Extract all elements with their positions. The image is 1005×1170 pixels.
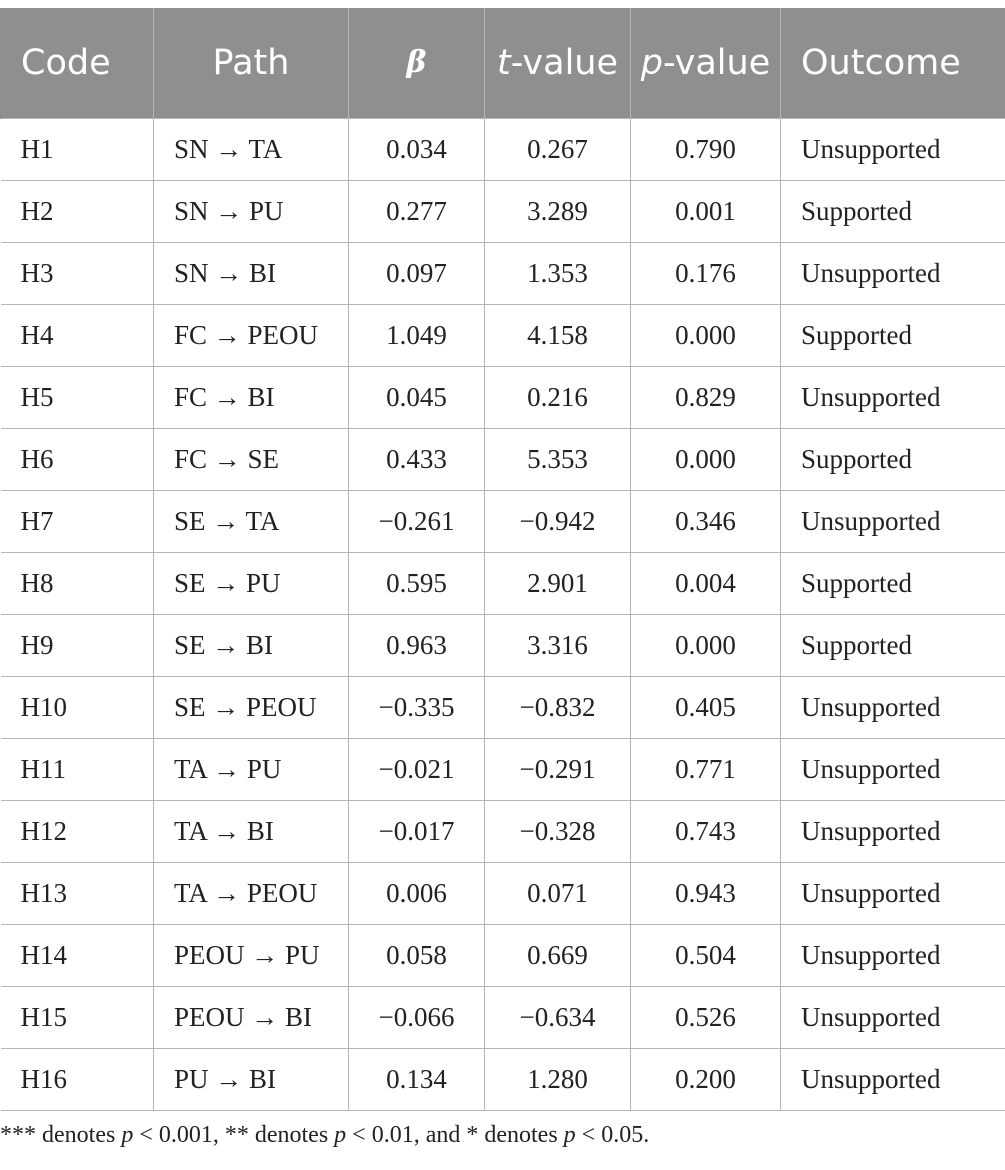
cell-code: H6 [1,428,154,490]
cell-beta: −0.066 [349,986,485,1048]
cell-p-value: 0.001 [631,180,781,242]
cell-beta: 0.034 [349,118,485,180]
cell-beta: 0.006 [349,862,485,924]
header-t-suffix: -value [510,42,619,83]
cell-code: H1 [1,118,154,180]
cell-code: H8 [1,552,154,614]
cell-p-value: 0.346 [631,490,781,552]
results-table [0,8,1005,1111]
table-row [1,552,1005,614]
cell-outcome: Supported [781,552,1005,614]
table-row [1,1048,1005,1110]
cell-path: FC → SE [154,428,349,490]
cell-p-value: 0.526 [631,986,781,1048]
cell-beta: −0.335 [349,676,485,738]
footnote-p-1: p [121,1122,134,1148]
table-row [1,304,1005,366]
cell-t-value: 0.071 [485,862,631,924]
footnote-text-2: < 0.001, ** denotes [133,1122,335,1148]
cell-path: SN → PU [154,180,349,242]
cell-t-value: −0.328 [485,800,631,862]
cell-t-value: −0.942 [485,490,631,552]
cell-beta: 0.595 [349,552,485,614]
cell-p-value: 0.771 [631,738,781,800]
cell-t-value: 0.267 [485,118,631,180]
cell-code: H16 [1,1048,154,1110]
cell-outcome: Unsupported [781,366,1005,428]
cell-code: H15 [1,986,154,1048]
table-row [1,738,1005,800]
footnote-text-1: *** denotes [0,1122,122,1148]
cell-beta: −0.021 [349,738,485,800]
cell-p-value: 0.829 [631,366,781,428]
cell-t-value: 0.216 [485,366,631,428]
cell-path: SE → BI [154,614,349,676]
table-row [1,490,1005,552]
footnote-p-3: p [563,1122,576,1148]
cell-t-value: −0.832 [485,676,631,738]
cell-outcome: Supported [781,180,1005,242]
cell-beta: 0.134 [349,1048,485,1110]
table-row [1,676,1005,738]
cell-code: H10 [1,676,154,738]
table-row [1,924,1005,986]
cell-t-value: 1.280 [485,1048,631,1110]
cell-path: PEOU → PU [154,924,349,986]
cell-t-value: 1.353 [485,242,631,304]
header-p-suffix: -value [662,42,771,83]
cell-path: FC → BI [154,366,349,428]
cell-code: H14 [1,924,154,986]
cell-code: H13 [1,862,154,924]
cell-code: H2 [1,180,154,242]
cell-outcome: Unsupported [781,676,1005,738]
table-row [1,614,1005,676]
cell-p-value: 0.504 [631,924,781,986]
cell-t-value: 5.353 [485,428,631,490]
table-row [1,800,1005,862]
header-t-prefix: t [496,42,511,83]
cell-code: H7 [1,490,154,552]
cell-t-value: −0.291 [485,738,631,800]
cell-t-value: 3.289 [485,180,631,242]
cell-beta: 0.097 [349,242,485,304]
cell-code: H3 [1,242,154,304]
cell-outcome: Supported [781,614,1005,676]
cell-p-value: 0.943 [631,862,781,924]
cell-t-value: 0.669 [485,924,631,986]
cell-path: PEOU → BI [154,986,349,1048]
cell-p-value: 0.405 [631,676,781,738]
table-row [1,118,1005,180]
table-row [1,428,1005,490]
cell-path: PU → BI [154,1048,349,1110]
cell-outcome: Supported [781,428,1005,490]
cell-t-value: −0.634 [485,986,631,1048]
header-path: Path [154,8,349,118]
header-outcome: Outcome [781,8,1005,118]
table-row [1,366,1005,428]
table-row [1,180,1005,242]
table-footnote [0,1122,1005,1149]
table-row [1,862,1005,924]
header-row [1,8,1005,118]
footnote-text-4: < 0.05. [575,1122,650,1148]
cell-p-value: 0.790 [631,118,781,180]
cell-beta: 0.963 [349,614,485,676]
cell-t-value: 3.316 [485,614,631,676]
cell-p-value: 0.000 [631,428,781,490]
cell-path: SN → BI [154,242,349,304]
cell-outcome: Unsupported [781,118,1005,180]
cell-outcome: Unsupported [781,924,1005,986]
cell-beta: −0.017 [349,800,485,862]
cell-outcome: Unsupported [781,738,1005,800]
cell-p-value: 0.000 [631,614,781,676]
cell-path: TA → PU [154,738,349,800]
cell-path: SE → PU [154,552,349,614]
cell-p-value: 0.743 [631,800,781,862]
cell-code: H9 [1,614,154,676]
cell-p-value: 0.200 [631,1048,781,1110]
table-row [1,986,1005,1048]
cell-path: SE → TA [154,490,349,552]
header-p-prefix: p [640,42,663,83]
cell-beta: 0.045 [349,366,485,428]
cell-outcome: Unsupported [781,986,1005,1048]
footnote-text-3: < 0.01, and * denotes [346,1122,564,1148]
cell-outcome: Unsupported [781,800,1005,862]
cell-beta: 0.058 [349,924,485,986]
header-p-value [631,8,781,118]
cell-t-value: 4.158 [485,304,631,366]
cell-p-value: 0.000 [631,304,781,366]
cell-beta: 0.433 [349,428,485,490]
cell-outcome: Unsupported [781,862,1005,924]
cell-code: H5 [1,366,154,428]
cell-code: H4 [1,304,154,366]
cell-outcome: Unsupported [781,490,1005,552]
cell-path: FC → PEOU [154,304,349,366]
cell-path: TA → BI [154,800,349,862]
cell-beta: −0.261 [349,490,485,552]
header-t-value [485,8,631,118]
cell-beta: 0.277 [349,180,485,242]
cell-outcome: Unsupported [781,242,1005,304]
cell-code: H12 [1,800,154,862]
header-code: Code [1,8,154,118]
cell-path: SE → PEOU [154,676,349,738]
cell-p-value: 0.004 [631,552,781,614]
cell-code: H11 [1,738,154,800]
footnote-p-2: p [334,1122,347,1148]
cell-path: SN → TA [154,118,349,180]
cell-p-value: 0.176 [631,242,781,304]
cell-outcome: Supported [781,304,1005,366]
cell-outcome: Unsupported [781,1048,1005,1110]
cell-path: TA → PEOU [154,862,349,924]
cell-t-value: 2.901 [485,552,631,614]
table-header [1,8,1005,118]
table-body [1,118,1005,1110]
cell-beta: 1.049 [349,304,485,366]
table-row [1,242,1005,304]
header-beta: β [349,8,485,118]
